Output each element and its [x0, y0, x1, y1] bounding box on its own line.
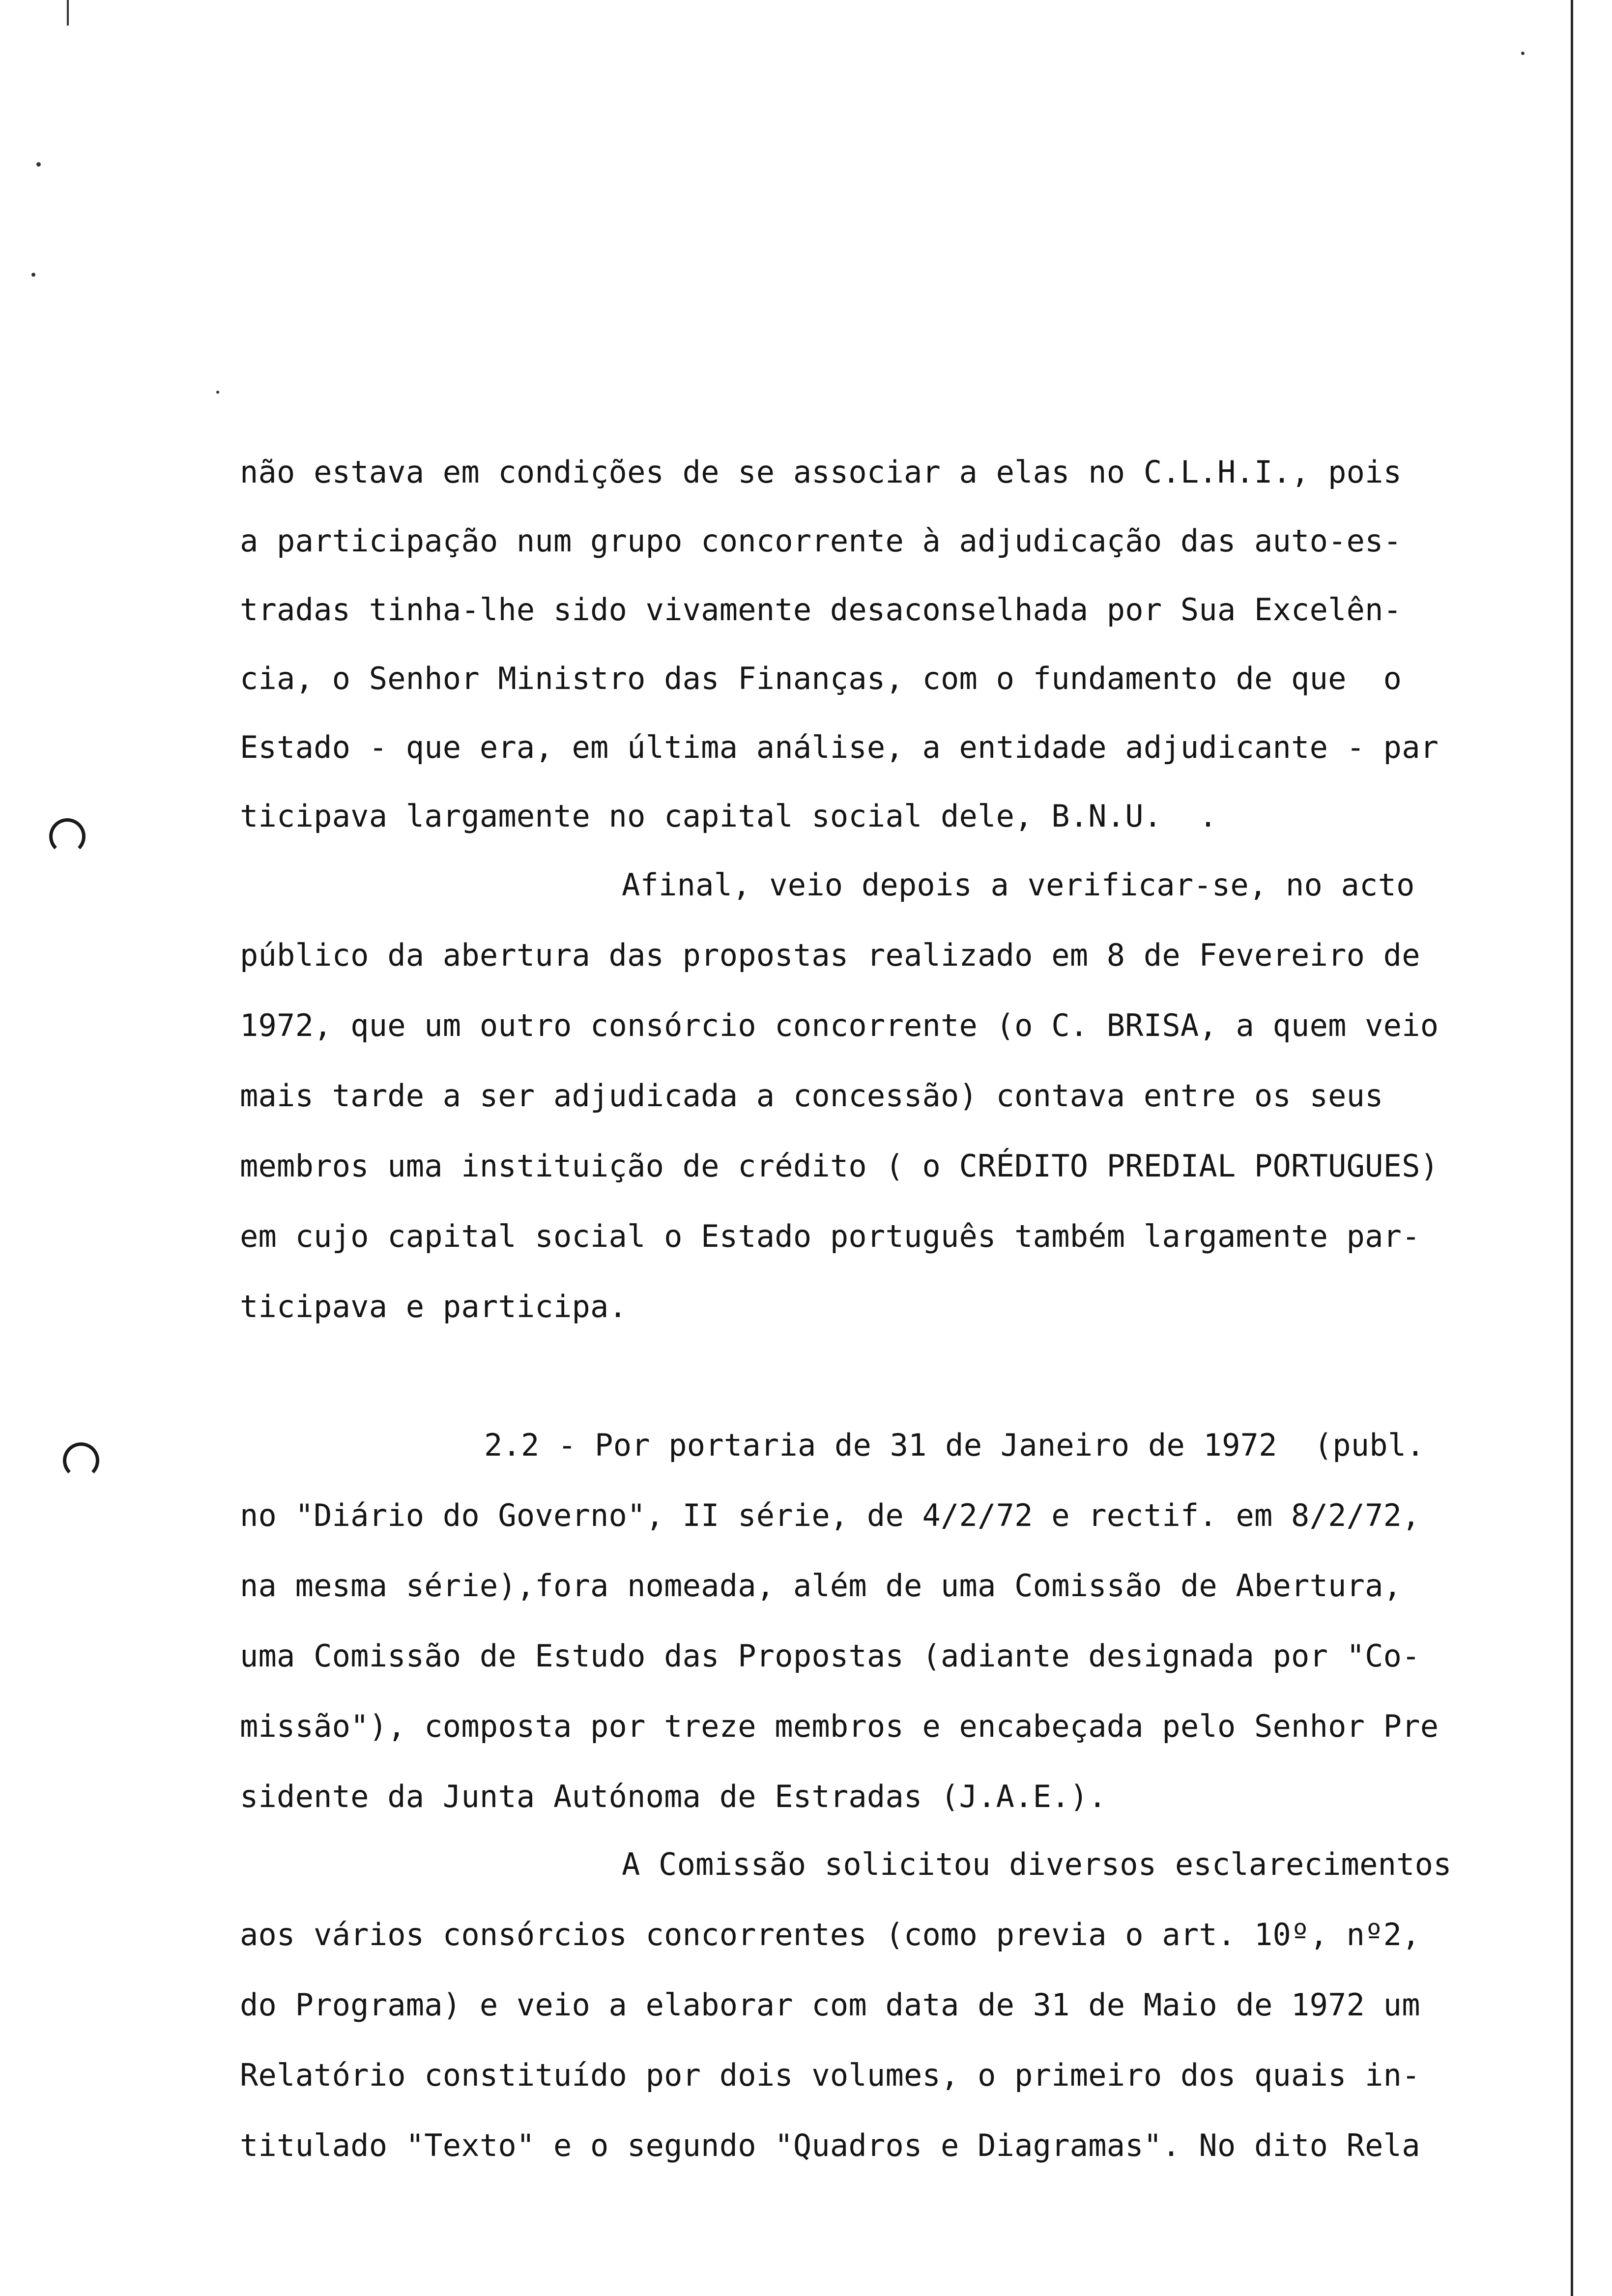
- text-line: uma Comissão de Estudo das Propostas (adiante designada por "Co-: [240, 1638, 1420, 1674]
- text-line: tradas tinha-lhe sido vivamente desaconselhada por Sua Excelên-: [240, 592, 1402, 628]
- punch-hole-mark: [63, 1442, 99, 1479]
- text-line: Estado - que era, em última análise, a entidade adjudicante - par: [240, 729, 1439, 765]
- text-line: sidente da Junta Autónoma de Estradas (J.A.E.).: [240, 1779, 1107, 1814]
- text-line: público da abertura das propostas realizado em 8 de Fevereiro de: [240, 937, 1420, 973]
- page-edge: [1571, 0, 1573, 2296]
- text-line: Afinal, veio depois a verificar-se, no acto: [622, 867, 1415, 903]
- text-line: ticipava largamente no capital social dele, B.N.U. .: [240, 798, 1217, 834]
- text-line: A Comissão solicitou diversos esclarecimentos: [622, 1846, 1452, 1882]
- text-line: a participação num grupo concorrente à adjudicação das auto-es-: [240, 523, 1402, 559]
- speck: [31, 273, 35, 277]
- text-line: membros uma instituição de crédito ( o CRÉDITO PREDIAL PORTUGUES): [240, 1148, 1439, 1184]
- text-line: do Programa) e veio a elaborar com data de 31 de Maio de 1972 um: [240, 1987, 1420, 2023]
- text-line: cia, o Senhor Ministro das Finanças, com o fundamento de que o: [240, 660, 1402, 696]
- text-line: 1972, que um outro consórcio concorrente (o C. BRISA, a quem veio: [240, 1007, 1439, 1043]
- speck: [216, 391, 219, 394]
- text-line: mais tarde a ser adjudicada a concessão) contava entre os seus: [240, 1078, 1383, 1114]
- text-line: ticipava e participa.: [240, 1289, 628, 1324]
- text-line: não estava em condições de se associar a elas no C.L.H.I., pois: [240, 454, 1402, 490]
- text-line: em cujo capital social o Estado português também largamente par-: [240, 1218, 1420, 1254]
- text-line: missão"), composta por treze membros e encabeçada pelo Senhor Pre: [240, 1708, 1439, 1744]
- margin-mark: [67, 0, 69, 26]
- text-line: 2.2 - Por portaria de 31 de Janeiro de 1972 (publ.: [484, 1427, 1425, 1463]
- text-line: titulado "Texto" e o segundo "Quadros e Diagramas". No dito Rela: [240, 2127, 1420, 2163]
- speck: [1521, 52, 1525, 55]
- text-line: Relatório constituído por dois volumes, o primeiro dos quais in-: [240, 2057, 1420, 2093]
- text-line: aos vários consórcios concorrentes (como previa o art. 10º, nº2,: [240, 1917, 1420, 1952]
- text-line: na mesma série),fora nomeada, além de uma Comissão de Abertura,: [240, 1568, 1402, 1604]
- text-line: no "Diário do Governo", II série, de 4/2/72 e rectif. em 8/2/72,: [240, 1497, 1420, 1533]
- punch-hole-mark: [49, 818, 86, 855]
- speck: [36, 162, 41, 167]
